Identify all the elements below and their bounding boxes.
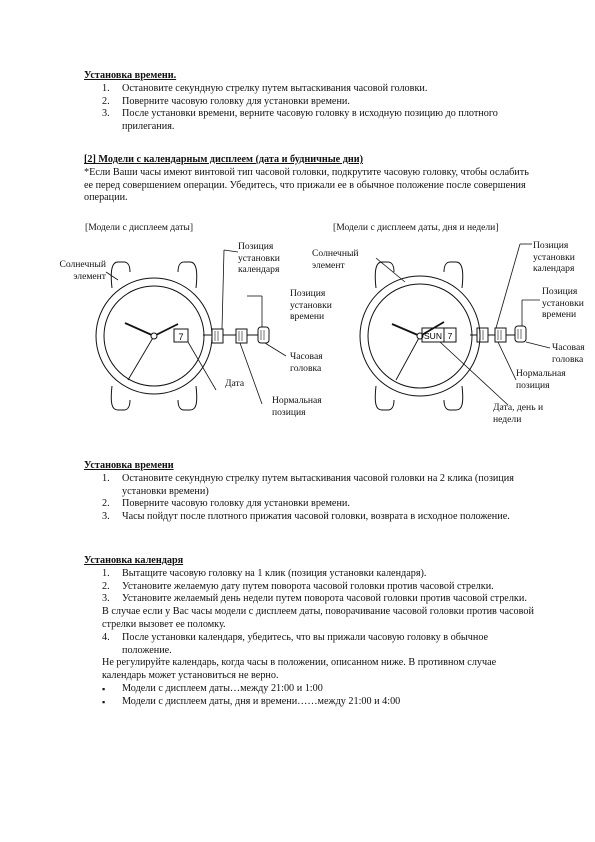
dial-date-window: 7 — [447, 331, 453, 341]
item-number: 1. — [102, 472, 110, 484]
item-number: 1. — [102, 82, 110, 94]
item-number: 2. — [102, 580, 110, 592]
item-text: После установки времени, верните часовую головку в исходную позицию до плотного прилегания. — [122, 108, 498, 133]
item-text: Установите желаемый день недели путем поворота часовой головки против часовой стрелки. — [122, 593, 527, 605]
label-calendar-position: Позиция установки календаря — [238, 241, 280, 276]
list-item — [84, 568, 534, 581]
label-calendar-position: Позиция установки календаря — [533, 240, 575, 275]
item-text: После установки календаря, убедитесь, что вы прижали часовую головку в обычное положение. — [122, 631, 489, 656]
item-number: 4. — [102, 631, 110, 643]
item-text: Установите желаемую дату путем поворота часовой головки против часовой стрелки. — [122, 580, 494, 592]
item-number: 1. — [102, 567, 110, 579]
section-heading: Установка календаря — [84, 555, 184, 566]
section-calendar-setting — [84, 555, 534, 709]
label-normal-position: Нормальная позиция — [516, 368, 566, 391]
bullet-list — [84, 683, 534, 709]
label-crown: Часовая головка — [552, 342, 585, 365]
label-time-position: Позиция установки времени — [290, 288, 332, 323]
list-item — [84, 498, 534, 511]
item-number: 3. — [102, 108, 110, 120]
steps-list — [84, 473, 534, 524]
label-time-position: Позиция установки времени — [542, 286, 584, 321]
list-item — [84, 632, 534, 658]
label-crown: Часовая головка — [290, 351, 323, 374]
label-solar-cell: Солнечный элемент — [59, 259, 106, 282]
item-number: 2. — [102, 95, 110, 107]
list-item — [84, 473, 534, 499]
label-date-day: Дата, день и недели — [493, 402, 544, 425]
item-text: Часы пойдут после плотного прижатия часовой головки, возврата в исходное положение. — [122, 511, 510, 523]
list-item — [84, 593, 534, 606]
section-heading: Установка времени — [84, 460, 174, 471]
item-text: Поверните часовую головку для установки времени. — [122, 95, 350, 107]
bullet-icon: ▪ — [102, 683, 106, 694]
section-heading: Установка времени. — [84, 70, 177, 81]
section-time-setting-2 — [84, 460, 534, 524]
item-text: Модели с дисплеем даты, дня и времени……между 21:00 и 4:00 — [122, 695, 401, 707]
diagram-caption-date: [Модели с дисплеем даты] — [85, 222, 194, 233]
list-item — [84, 581, 534, 594]
dial-date-window: 7 — [178, 332, 184, 342]
list-item — [84, 696, 534, 709]
label-date: Дата — [225, 378, 245, 389]
item-text: Остановите секундную стрелку путем вытаскивания часовой головки. — [122, 82, 428, 94]
caution-paragraph: Не регулируйте календарь, когда часы в положении, описанном ниже. В противном случае календарь может установиться не верно. — [102, 657, 497, 682]
item-number: 2. — [102, 498, 110, 510]
label-solar-cell: Солнечный элемент — [312, 248, 359, 271]
item-text: Вытащите часовую головку на 1 клик (позиция установки календаря). — [122, 567, 427, 579]
list-item — [84, 511, 534, 524]
list-item — [84, 683, 534, 696]
steps-list — [84, 568, 534, 606]
steps-list — [84, 632, 534, 658]
bullet-icon: ▪ — [102, 696, 106, 707]
screw-crown-note: *Если Ваши часы имеют винтовой тип часовой головки, подкрутите часовую головку, чтобы ослабить ее перед совершением операции. Убедитесь, что прижали ее в обычное положение после совершения операции. — [84, 166, 529, 204]
item-text: Остановите секундную стрелку путем вытаскивания часовой головки на 2 клика (позиция установки времени) — [122, 472, 514, 497]
dial-day-window: SUN — [424, 331, 442, 341]
diagram-caption-day-date: [Модели с дисплеем даты, дня и недели] — [333, 222, 499, 233]
label-normal-position: Нормальная позиция — [272, 395, 322, 418]
item-number: 3. — [102, 593, 110, 605]
item-number: 3. — [102, 511, 110, 523]
warning-paragraph: В случае если у Вас часы модели с дисплеем даты, поворачивание часовой головки против часовой стрелки вызовет ее поломку. — [102, 606, 534, 630]
item-text: Поверните часовую головку для установки времени. — [122, 498, 350, 510]
item-text: Модели с дисплеем даты…между 21:00 и 1:00 — [122, 682, 323, 694]
section-heading: [2] Модели с календарным дисплеем (дата и будничные дни) — [84, 154, 364, 165]
